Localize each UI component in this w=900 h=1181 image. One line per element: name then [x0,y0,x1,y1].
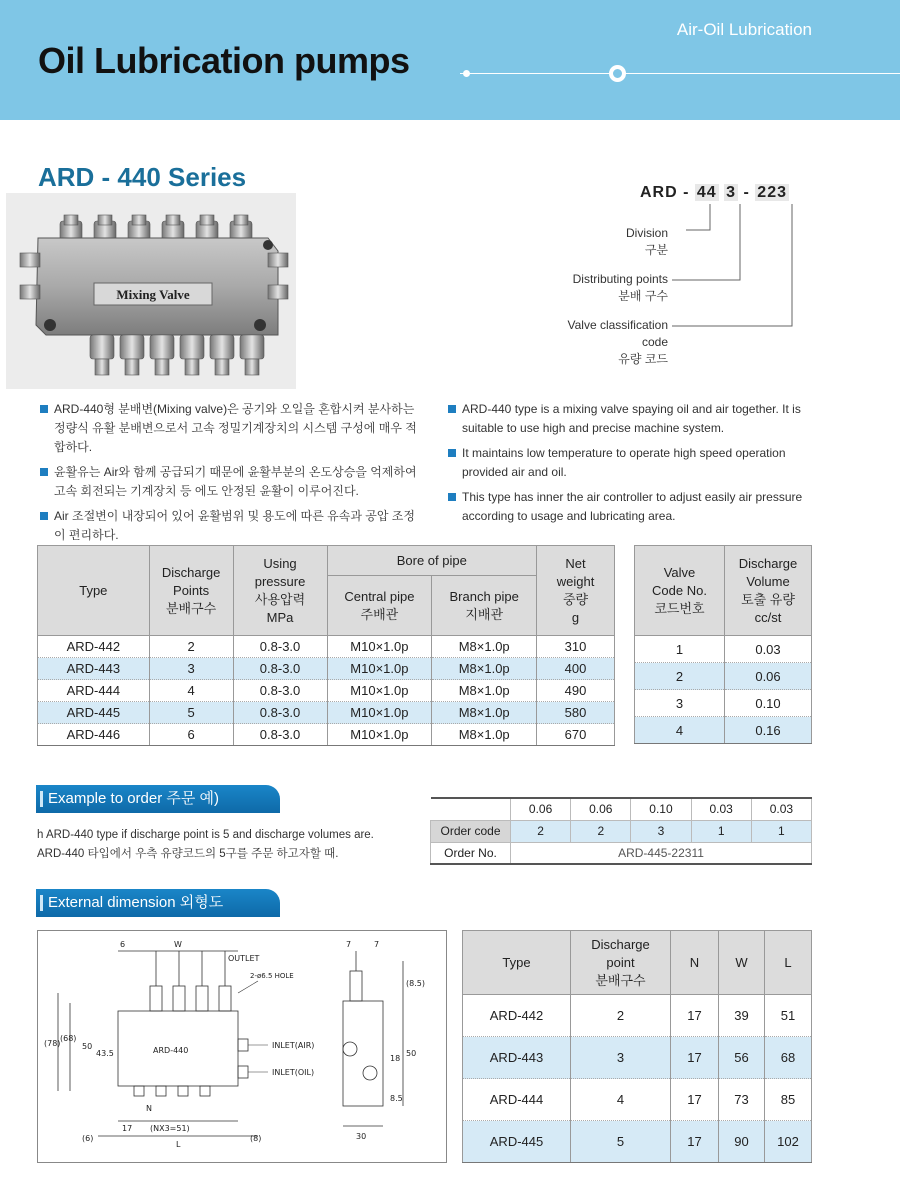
svg-text:(8): (8) [250,1134,262,1143]
table-row: 4 0.16 [635,717,812,744]
inlet-oil-label: INLET(OIL) [272,1068,315,1077]
code-points: 3 [726,184,737,201]
svg-text:43.5: 43.5 [96,1049,114,1058]
col-branch: Branch pipe 지배관 [432,576,537,636]
header-dot-ring [609,65,626,82]
english-description [446,400,818,532]
svg-text:(NX3=51): (NX3=51) [150,1124,190,1133]
mixing-valve-illustration [6,193,296,389]
bullet-item: This type has inner the air controller to adjust easily air pressure according to usage and lubricating area. [446,488,818,526]
bullet-item: 윤활유는 Air와 함께 공급되기 때문에 윤활부분의 온도상승을 억제하여 고속 회전되는 기계장치 등 에도 안정된 윤활이 이루어진다. [38,463,422,501]
col-bore: Bore of pipe [327,546,537,576]
header-dot-small [463,70,470,77]
table-row: ARD-444 4 17 73 85 [463,1079,812,1121]
table-row: ARD-443 3 0.8-3.0 M10×1.0p M8×1.0p 400 [38,658,615,680]
col-type: Type [463,931,571,995]
inlet-air-label: INLET(AIR) [272,1041,315,1050]
photo-label: Mixing Valve [116,287,190,302]
svg-text:6: 6 [120,940,126,949]
code-valve: 223 [757,184,787,201]
col-discharge-point: Discharge point 분배구수 [571,931,671,995]
table-row: 2 0.06 [635,663,812,690]
bullet-item: It maintains low temperature to operate high speed operation provided air and oil. [446,444,818,482]
dimension-table [462,930,812,1163]
svg-text:(78): (78) [44,1039,61,1048]
col-weight: Net weight 중량 g [537,546,615,636]
svg-text:(68): (68) [60,1034,77,1043]
bullet-item: ARD-440형 분배변(Mixing valve)은 공기와 오일을 혼합시켜 분사하는 정량식 유활 분배변으로서 고속 정밀기계장치의 시스템 구성에 매우 적합하다. [38,400,422,457]
code-separator: - [683,184,690,201]
external-dimension-tab: External dimension 외형도 [36,889,280,917]
series-title: ARD - 440 Series [38,162,247,192]
table-row: ARD-442 2 0.8-3.0 M10×1.0p M8×1.0p 310 [38,636,615,658]
code-separator: - [743,184,750,201]
col-valve-code: Valve Code No. 코드번호 [635,546,725,636]
svg-text:8.5: 8.5 [390,1094,403,1103]
order-example-table [430,797,812,865]
table-row: ARD-444 4 0.8-3.0 M10×1.0p M8×1.0p 490 [38,680,615,702]
col-n: N [671,931,719,995]
n-dimension: N [146,1104,152,1113]
table-row: ARD-446 6 0.8-3.0 M10×1.0p M8×1.0p 670 [38,724,615,746]
col-central: Central pipe 주배관 [327,576,432,636]
svg-text:(6): (6) [82,1134,94,1143]
code-prefix: ARD [640,184,678,201]
division-label: Division 구분 [625,226,668,257]
l-dimension: L [176,1140,181,1149]
header-divider [460,73,900,74]
outlet-label: OUTLET [228,954,260,963]
table-row: 1 0.03 [635,636,812,663]
col-pressure: Using pressure 사용압력 MPa [233,546,327,636]
table-row: ARD-443 3 17 56 68 [463,1037,812,1079]
table-row: 3 0.10 [635,690,812,717]
volume-row: 0.06 0.06 0.10 0.03 0.03 [431,798,812,820]
example-text: h ARD-440 type if discharge point is 5 and discharge volumes are. ARD-440 타입에서 우측 유량코드의 5구를 주문 하고자할 때. [37,829,374,860]
col-discharge: Discharge Points 분배구수 [149,546,233,636]
order-code-diagram [560,180,840,366]
svg-text:(8.5): (8.5) [406,979,425,988]
col-l: L [765,931,812,995]
svg-text:18: 18 [390,1054,401,1063]
svg-text:50: 50 [406,1049,417,1058]
w-dimension: W [174,940,182,949]
svg-text:30: 30 [356,1132,367,1141]
bullet-item: ARD-440 type is a mixing valve spaying oil and air together. It is suitable to use high and precise machine system. [446,400,818,438]
svg-text:17: 17 [122,1124,133,1133]
table-row: ARD-442 2 17 39 51 [463,995,812,1037]
table-row: ARD-445 5 17 90 102 [463,1121,812,1163]
table-row: ARD-445 5 0.8-3.0 M10×1.0p M8×1.0p 580 [38,702,615,724]
technical-drawing [38,931,448,1164]
svg-text:7: 7 [346,940,352,949]
svg-text:50: 50 [82,1042,93,1051]
hole-label: 2-ø6.5 HOLE [250,972,294,980]
page-title: Oil Lubrication pumps [38,40,410,81]
bullet-item: Air 조절변이 내장되어 있어 윤활범위 및 용도에 따른 유속과 공압 조정이 편리하다. [38,507,422,545]
col-discharge-volume: Discharge Volume 토출 유량 cc/st [725,546,812,636]
code-division: 44 [696,184,717,201]
dimension-drawing [37,930,447,1163]
valve-classification-label: Valve classification code 유량 코드 [567,318,668,366]
body-label: ARD-440 [153,1046,189,1055]
distributing-points-label: Distributing points 분배 구수 [572,272,668,303]
order-number-row: Order No. ARD-445-22311 [431,842,812,864]
order-code-row: Order code 2 2 3 1 1 [431,820,812,842]
product-photo [6,193,296,389]
svg-text:7: 7 [374,940,380,949]
spec-table [37,545,615,746]
example-section-tab: Example to order 주문 예) [36,785,280,813]
valve-code-table [634,545,812,744]
page-header [0,0,900,120]
category-label: Air-Oil Lubrication [676,20,812,39]
korean-description [38,400,422,551]
col-w: W [719,931,765,995]
col-type: Type [38,546,150,636]
